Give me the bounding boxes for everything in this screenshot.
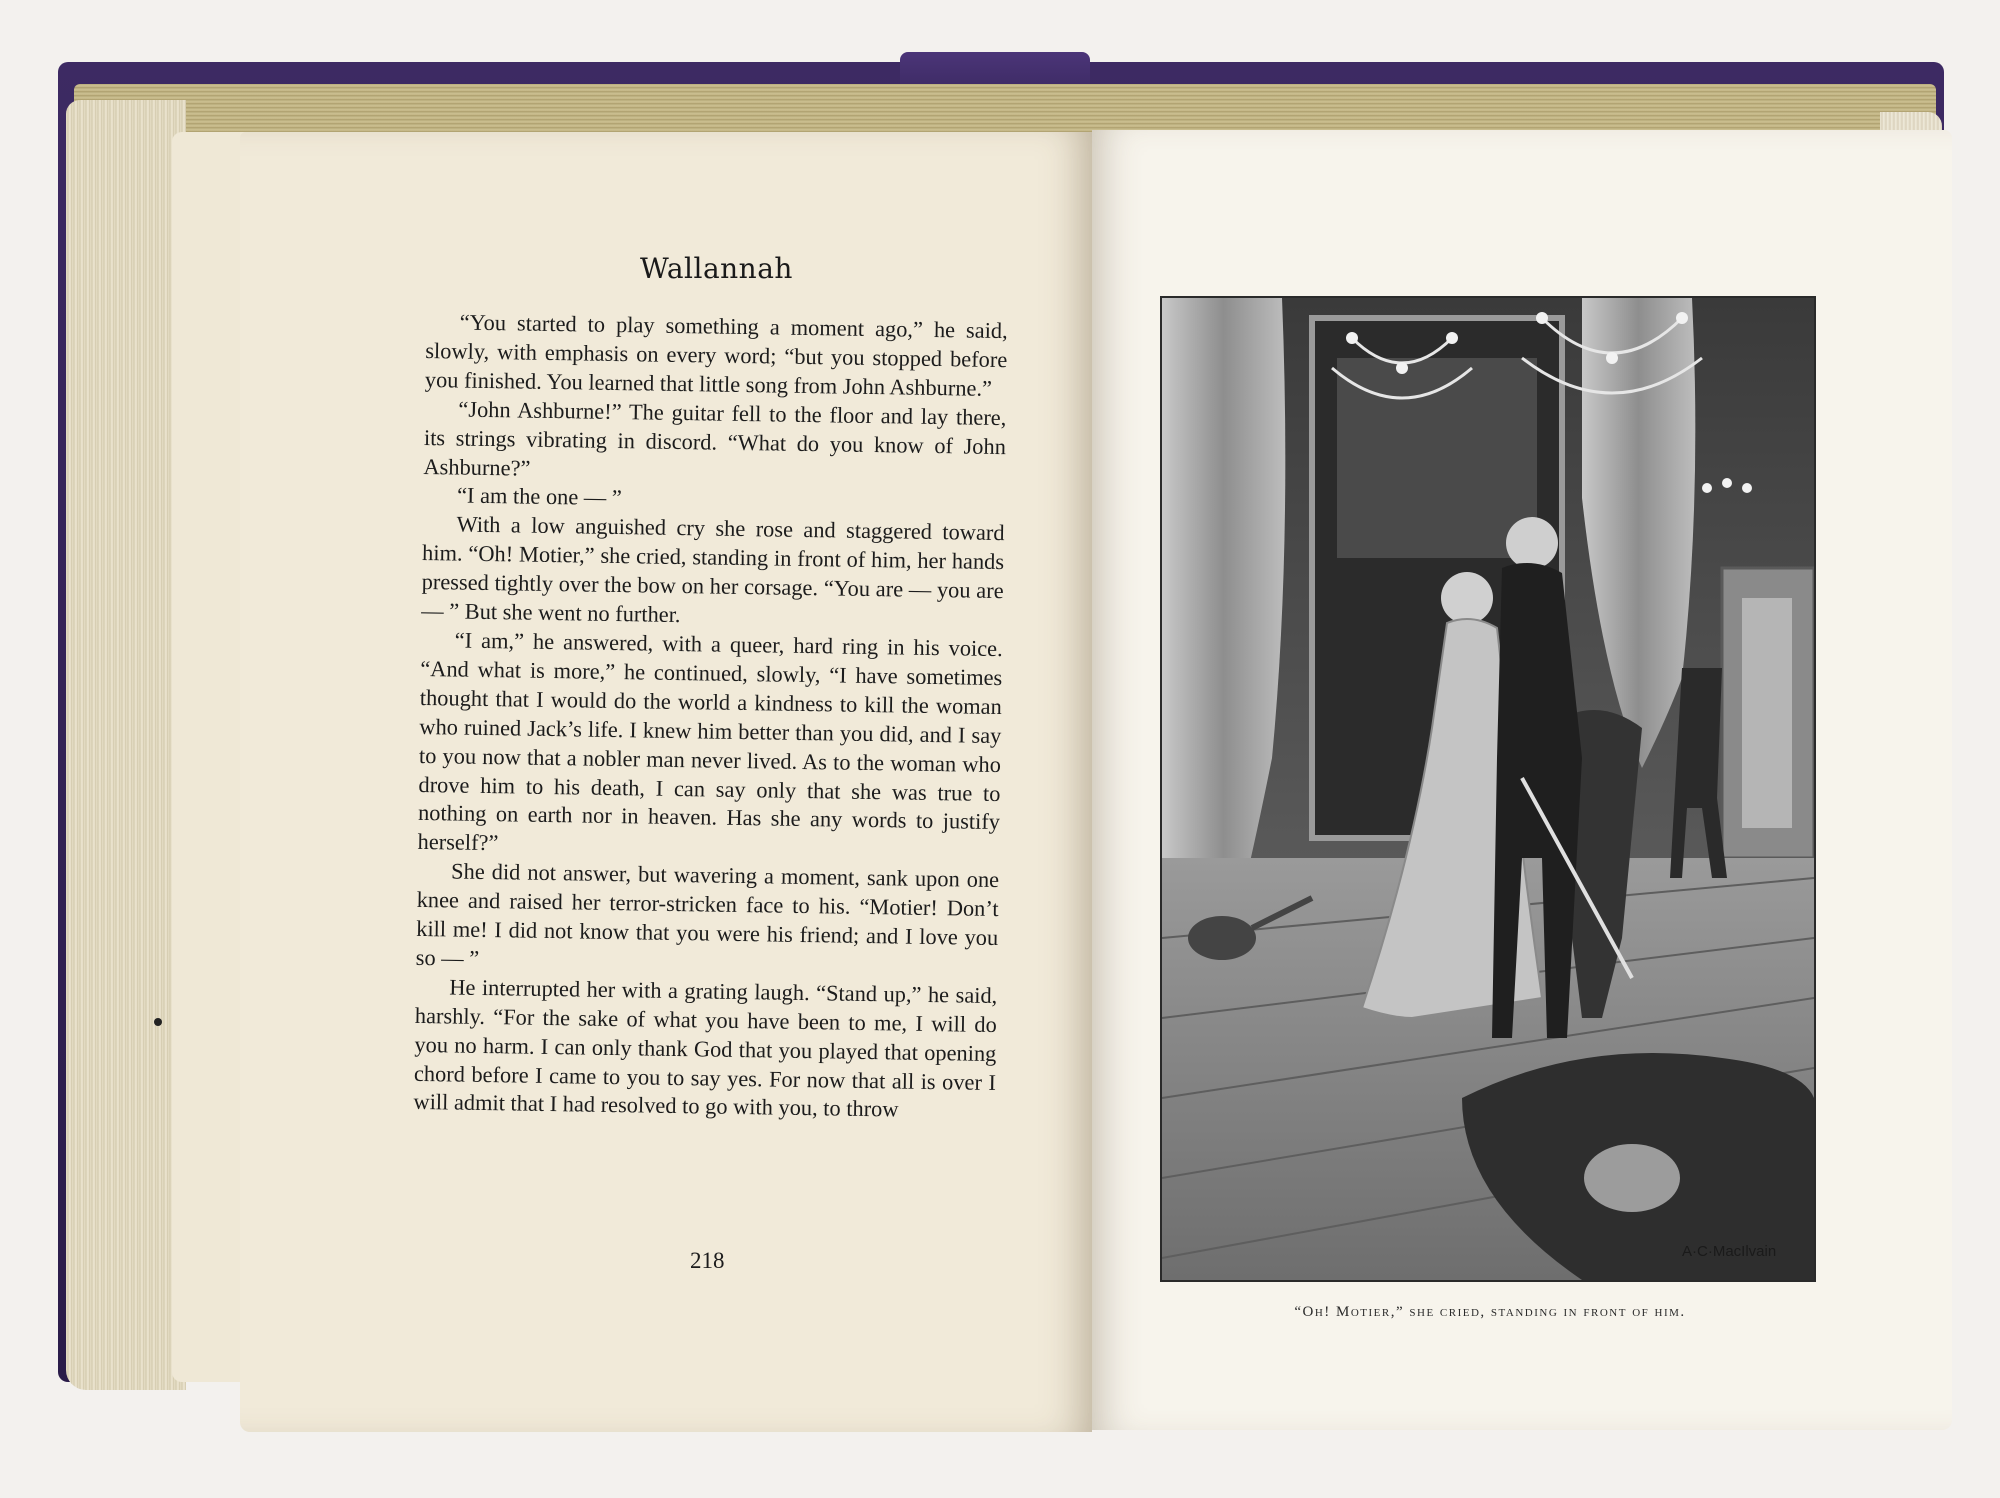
paragraph: “You started to play something a moment ago,” he said, slowly, with emphasis on every word; “but you stopped before you finished. You learned that little song from John Ashburne.” <box>424 309 1008 401</box>
running-head: Wallannah <box>640 252 793 285</box>
paragraph: “John Ashburne!” The guitar fell to the floor and lay there, its strings vibrating in discord. “What do you know of John Ashburne?” <box>423 396 1007 481</box>
page-number: 218 <box>690 1248 725 1273</box>
paragraph: With a low anguished cry she rose and staggered toward him. “Oh! Motier,” she cried, standing in front of him, her hands pressed tightly over the bow on her corsage. “You are — you are — ” But she went no further. <box>421 511 1005 628</box>
paragraph: “I am,” he answered, with a queer, hard ring in his voice. “And what is more,” he continued, slowly, “I have sometimes thought that I would do the world a kindness to kill the woman who ruined Jack’s life. I knew him better than you did, and I say to you now that a nobler man never lived. As to the woman who drove him to his death, I can say only that she was true to nothing on earth nor in heaven. Has she any words to justify herself?” <box>417 627 1003 856</box>
artist-signature: A·C·MacIlvain <box>1682 1243 1777 1260</box>
illustration-caption: “Oh! Motier,” she cried, standing in front of him. <box>1294 1304 1686 1320</box>
page-edges-left <box>66 100 186 1390</box>
paragraph: She did not answer, but wavering a moment, sank upon one knee and raised her terror-stricken face to his. “Motier! Don’t kill me! I did not know that you were his friend; and I love you so — ” <box>415 858 1000 971</box>
body-text <box>413 308 1008 1126</box>
illustration-plate <box>1160 296 1816 1282</box>
paragraph: He interrupted her with a grating laugh. “Stand up,” he said, harshly. “For the sake of what you have been to me, I will do you no harm. I can only thank God that you played that opening chord before I came to you to say yes. For now that all is over I will admit that I had resolved to go with you, to throw <box>413 974 998 1122</box>
paragraph: “I am the one — ” <box>456 482 622 511</box>
illustration-drawing <box>1162 298 1814 1280</box>
ink-spot <box>154 1018 162 1026</box>
